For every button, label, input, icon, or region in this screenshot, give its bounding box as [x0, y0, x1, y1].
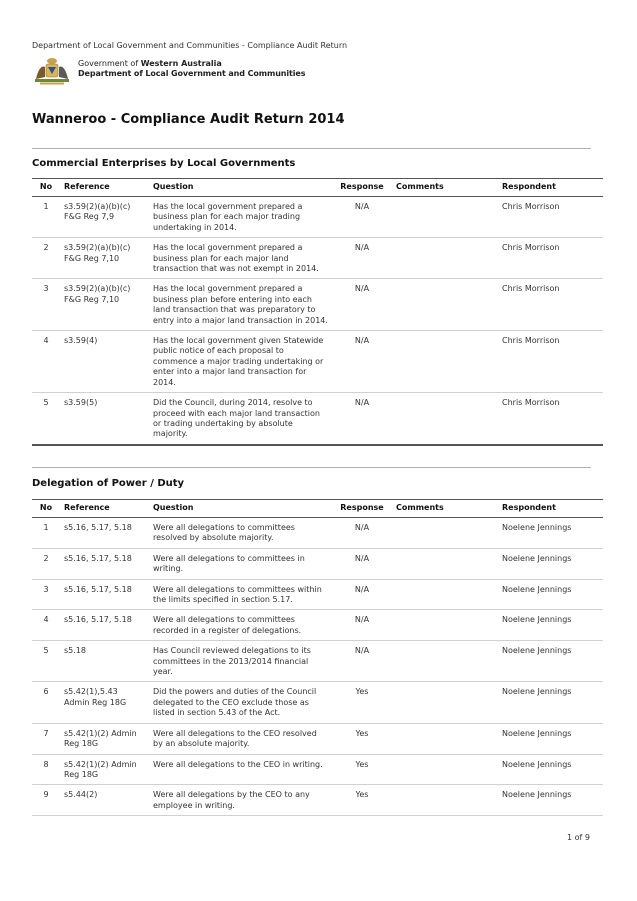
table-row	[32, 723, 603, 754]
row-question: Were all delegations to the CEO resolved by an absolute majority.	[149, 723, 332, 754]
row-comments	[392, 785, 498, 816]
row-reference: s5.42(1)(2) Admin Reg 18G	[60, 723, 149, 754]
row-respondent: Chris Morrison	[498, 238, 603, 279]
row-question: Has the local government prepared a business plan for each major trading undertaking in 2014.	[149, 197, 332, 238]
row-response: N/A	[332, 331, 392, 393]
row-question: Has the local government prepared a business plan for each major land transaction that was not exempt in 2014.	[149, 238, 332, 279]
gov-prefix: Government of	[78, 59, 141, 68]
divider	[32, 467, 591, 468]
row-comments	[392, 279, 498, 331]
row-respondent: Noelene Jennings	[498, 754, 603, 785]
row-respondent: Chris Morrison	[498, 393, 603, 445]
row-question: Has the local government given Statewide public notice of each proposal to commence a major trading undertaking or enter into a major land transaction for 2014.	[149, 331, 332, 393]
col-response: Response	[332, 500, 392, 518]
row-question: Were all delegations to committees within the limits specified in section 5.17.	[149, 579, 332, 610]
row-question: Has the local government prepared a business plan before entering into each land transaction that was preparatory to entry into a major land transaction in 2014.	[149, 279, 332, 331]
row-no: 9	[32, 785, 60, 816]
row-question: Were all delegations to the CEO in writing.	[149, 754, 332, 785]
row-comments	[392, 197, 498, 238]
table-row	[32, 785, 603, 816]
table-row	[32, 238, 603, 279]
row-no: 1	[32, 197, 60, 238]
row-reference: s3.59(2)(a)(b)(c) F&G Reg 7,10	[60, 279, 149, 331]
table-header-row	[32, 179, 603, 197]
row-respondent: Chris Morrison	[498, 279, 603, 331]
col-respondent: Respondent	[498, 179, 603, 197]
row-response: N/A	[332, 279, 392, 331]
row-response: Yes	[332, 682, 392, 723]
row-response: Yes	[332, 785, 392, 816]
row-response: N/A	[332, 610, 392, 641]
row-no: 7	[32, 723, 60, 754]
row-reference: s3.59(2)(a)(b)(c) F&G Reg 7,10	[60, 238, 149, 279]
row-respondent: Noelene Jennings	[498, 723, 603, 754]
row-respondent: Noelene Jennings	[498, 518, 603, 549]
row-reference: s3.59(4)	[60, 331, 149, 393]
row-reference: s5.16, 5.17, 5.18	[60, 518, 149, 549]
col-no: No	[32, 179, 60, 197]
row-response: N/A	[332, 393, 392, 445]
divider	[32, 148, 591, 149]
commercial-enterprises-table	[32, 178, 603, 446]
row-comments	[392, 641, 498, 682]
government-logo	[32, 55, 305, 89]
row-reference: s5.42(1),5.43 Admin Reg 18G	[60, 682, 149, 723]
row-no: 3	[32, 579, 60, 610]
row-respondent: Noelene Jennings	[498, 785, 603, 816]
row-no: 8	[32, 754, 60, 785]
row-response: N/A	[332, 238, 392, 279]
row-respondent: Chris Morrison	[498, 331, 603, 393]
row-comments	[392, 579, 498, 610]
table-row	[32, 197, 603, 238]
table-header-row	[32, 500, 603, 518]
col-comments: Comments	[392, 179, 498, 197]
table-row	[32, 393, 603, 445]
coat-of-arms-icon	[32, 55, 72, 87]
row-no: 4	[32, 610, 60, 641]
row-comments	[392, 238, 498, 279]
row-no: 1	[32, 518, 60, 549]
row-question: Did the powers and duties of the Council delegated to the CEO exclude those as listed in section 5.43 of the Act.	[149, 682, 332, 723]
row-respondent: Noelene Jennings	[498, 641, 603, 682]
delegation-table	[32, 499, 603, 816]
row-response: N/A	[332, 548, 392, 579]
page-number: 1 of 9	[567, 833, 590, 842]
col-question: Question	[149, 500, 332, 518]
row-response: Yes	[332, 723, 392, 754]
row-no: 2	[32, 548, 60, 579]
page-title: Wanneroo - Compliance Audit Return 2014	[32, 112, 345, 127]
section-title: Delegation of Power / Duty	[32, 478, 185, 489]
section-title: Commercial Enterprises by Local Governments	[32, 158, 296, 169]
row-comments	[392, 610, 498, 641]
row-response: N/A	[332, 641, 392, 682]
row-comments	[392, 548, 498, 579]
row-comments	[392, 723, 498, 754]
row-reference: s5.16, 5.17, 5.18	[60, 548, 149, 579]
row-question: Were all delegations to committees in writing.	[149, 548, 332, 579]
row-no: 5	[32, 393, 60, 445]
row-respondent: Noelene Jennings	[498, 579, 603, 610]
row-comments	[392, 754, 498, 785]
col-no: No	[32, 500, 60, 518]
row-reference: s3.59(2)(a)(b)(c) F&G Reg 7,9	[60, 197, 149, 238]
row-comments	[392, 518, 498, 549]
gov-state: Western Australia	[140, 59, 222, 68]
row-respondent: Noelene Jennings	[498, 682, 603, 723]
col-respondent: Respondent	[498, 500, 603, 518]
row-comments	[392, 393, 498, 445]
row-no: 2	[32, 238, 60, 279]
col-reference: Reference	[60, 179, 149, 197]
row-reference: s5.16, 5.17, 5.18	[60, 610, 149, 641]
table-row	[32, 641, 603, 682]
col-response: Response	[332, 179, 392, 197]
row-reference: s5.42(1)(2) Admin Reg 18G	[60, 754, 149, 785]
table-row	[32, 331, 603, 393]
row-no: 5	[32, 641, 60, 682]
col-reference: Reference	[60, 500, 149, 518]
row-response: Yes	[332, 754, 392, 785]
department-name: Department of Local Government and Communities	[78, 69, 306, 78]
col-question: Question	[149, 179, 332, 197]
table-row	[32, 754, 603, 785]
col-comments: Comments	[392, 500, 498, 518]
table-row	[32, 610, 603, 641]
row-question: Were all delegations to committees resolved by absolute majority.	[149, 518, 332, 549]
row-no: 4	[32, 331, 60, 393]
row-respondent: Noelene Jennings	[498, 610, 603, 641]
row-question: Were all delegations to committees recorded in a register of delegations.	[149, 610, 332, 641]
row-response: N/A	[332, 518, 392, 549]
row-no: 3	[32, 279, 60, 331]
row-comments	[392, 682, 498, 723]
row-response: N/A	[332, 197, 392, 238]
row-reference: s5.16, 5.17, 5.18	[60, 579, 149, 610]
table-row	[32, 279, 603, 331]
row-no: 6	[32, 682, 60, 723]
row-reference: s3.59(5)	[60, 393, 149, 445]
row-question: Has Council reviewed delegations to its committees in the 2013/2014 financial year.	[149, 641, 332, 682]
row-reference: s5.44(2)	[60, 785, 149, 816]
table-row	[32, 579, 603, 610]
table-row	[32, 518, 603, 549]
table-row	[32, 682, 603, 723]
row-comments	[392, 331, 498, 393]
row-respondent: Noelene Jennings	[498, 548, 603, 579]
row-question: Did the Council, during 2014, resolve to proceed with each major land transaction or trading undertaking by absolute majority.	[149, 393, 332, 445]
table-row	[32, 548, 603, 579]
row-respondent: Chris Morrison	[498, 197, 603, 238]
row-question: Were all delegations by the CEO to any employee in writing.	[149, 785, 332, 816]
row-response: N/A	[332, 579, 392, 610]
running-header: Department of Local Government and Communities - Compliance Audit Return	[32, 41, 348, 50]
row-reference: s5.18	[60, 641, 149, 682]
